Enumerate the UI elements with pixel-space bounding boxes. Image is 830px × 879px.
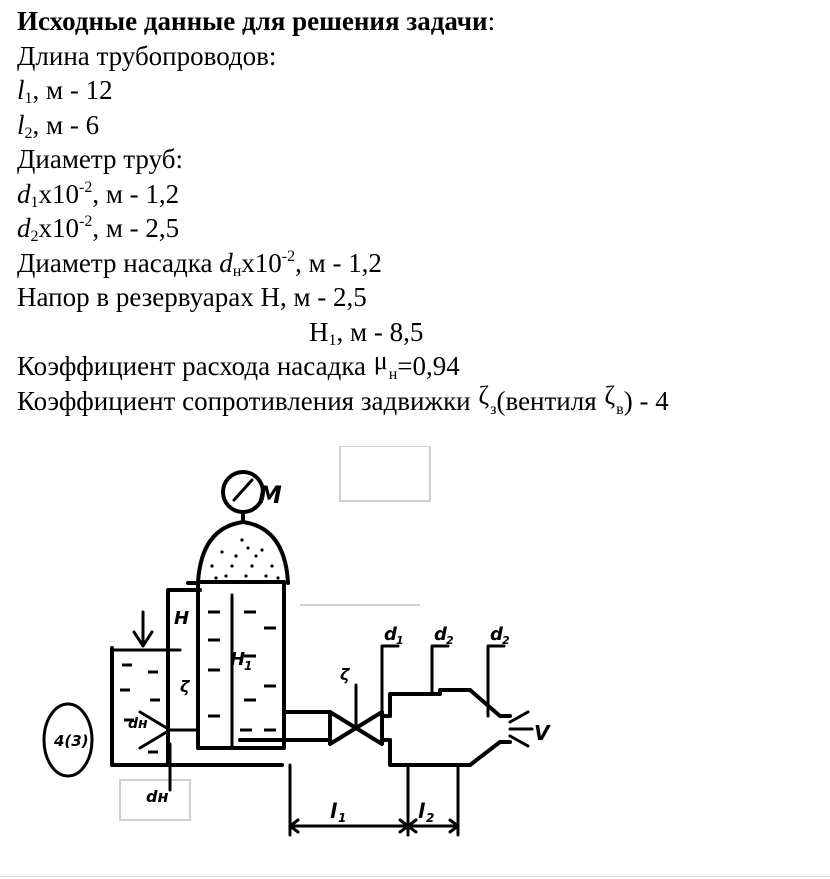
reservoir-head-h: Напор в резервуарах Н, м - 2,5 [17, 282, 367, 312]
length-l2-subscript: 2 [426, 811, 435, 825]
valve-label: ζ [340, 665, 350, 684]
hydraulic-scheme-diagram [0, 446, 830, 879]
heading-colon: : [487, 6, 496, 36]
side-zeta-label: ζ [180, 677, 190, 696]
inner-nozzle-label: dн [128, 716, 148, 732]
bottom-divider [0, 876, 830, 877]
pipe-d2-bottom [390, 740, 470, 765]
variant-label: 4(3) [54, 732, 89, 750]
head-label: Н [174, 608, 190, 629]
diameter-d2: $d_2х10^{-2}$, м - 2,5 [17, 213, 180, 245]
valve-icon-right [356, 712, 382, 744]
jet-stream [510, 712, 528, 722]
scheme-svg [0, 446, 830, 879]
head1-label: Н [230, 649, 246, 670]
zeta-symbol: ζ [478, 380, 490, 410]
length-l1-label: l [330, 799, 337, 823]
task-heading [17, 4, 827, 39]
pipe-diameter-title: Диаметр труб: [17, 144, 183, 174]
pipe-d2-top [390, 690, 470, 716]
nozzle-top [470, 690, 510, 716]
leader-d2 [432, 646, 448, 694]
d2-label: d [434, 624, 447, 645]
faint-box [340, 446, 430, 501]
pipe-length-title: Длина трубопроводов: [17, 40, 277, 71]
d1-subscript: 1 [396, 634, 404, 647]
task-data-block [17, 4, 827, 418]
diameter-d1: $d_1х10^{-2}$, м - 1,2 [17, 178, 180, 211]
flow-coefficient: Коэффициент расхода насадка $\mu_н=0,94$ [17, 346, 460, 383]
reservoir-head-h1: $Н_1$, м - 8,5 [309, 316, 424, 349]
length-l1: $l_1$, м - 12 [17, 75, 113, 107]
nozzle-bottom [470, 742, 510, 765]
d2-subscript: 2 [446, 634, 454, 647]
gas-stipple [210, 538, 279, 579]
length-l2: $l_2$, м - 6 [17, 109, 100, 142]
d3-label: d [490, 624, 503, 645]
mu-symbol: μ [373, 346, 388, 375]
manometer-label: М [258, 481, 282, 509]
valve-icon [330, 712, 356, 744]
zeta-symbol: ζ [604, 380, 616, 410]
tank-dome [198, 522, 288, 583]
d1-label: d [384, 624, 397, 645]
heading-text: Исходные данные для решения задачи [17, 6, 488, 36]
length-l1-subscript: 1 [338, 811, 347, 825]
d3-subscript: 2 [502, 634, 510, 647]
nozzle-diameter: Диаметр насадка $d_нх10^{-2}$, м - 1,2 [17, 247, 382, 280]
jet-stream [510, 736, 528, 746]
nozzle-bottom-label: dн [146, 787, 169, 806]
gauge-needle [234, 480, 252, 500]
resistance-coefficient: Коэффициент сопротивления задвижки $\zeta_з(вентиля$ $\zeta_в) - 4$ [17, 380, 669, 418]
velocity-label: V [534, 721, 550, 745]
head1-subscript: 1 [244, 659, 253, 673]
length-l2-label: l [418, 799, 425, 823]
